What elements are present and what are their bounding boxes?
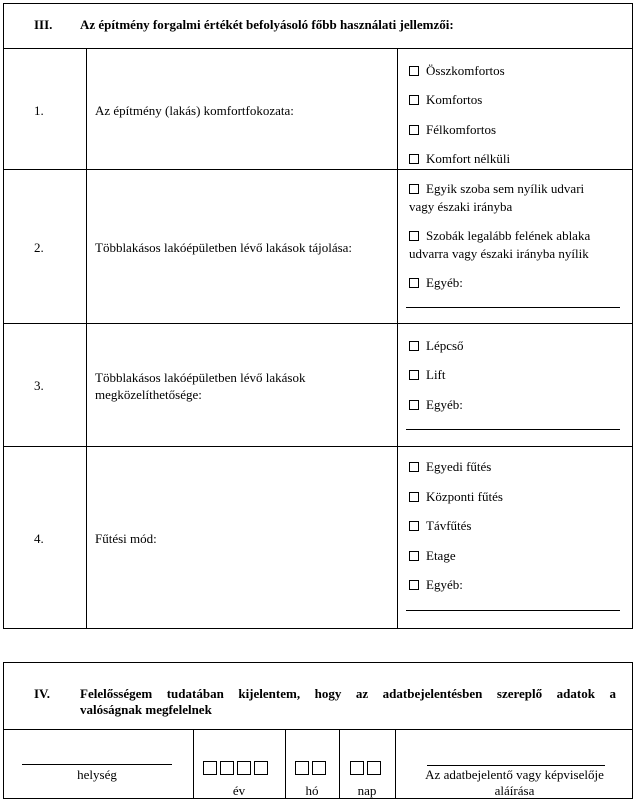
checkbox-icon[interactable]	[409, 400, 419, 410]
day-digit-box[interactable]	[350, 761, 364, 775]
option-etage[interactable]: Etage	[409, 547, 456, 564]
option-egyedi-futes[interactable]: Egyedi fűtés	[409, 458, 491, 475]
year-boxes	[203, 761, 271, 779]
signature-label-line1: Az adatbejelentő vagy képviselője	[425, 767, 604, 782]
option-egyeb-futes[interactable]: Egyéb:	[409, 576, 463, 593]
checkbox-icon[interactable]	[409, 580, 419, 590]
section-4-title-line1: Felelősségem tudatában kijelentem, hogy az adatbejelentésben szereplő adatok a	[80, 686, 616, 701]
section-3-header-divider	[3, 48, 633, 49]
checkbox-icon[interactable]	[409, 521, 419, 531]
row-3-number: 3.	[34, 378, 44, 393]
signature-label-line2: aláírása	[494, 783, 535, 798]
row-2-label: Többlakásos lakóépületben lévő lakások tájolása:	[95, 240, 353, 255]
column-divider-options	[397, 48, 398, 629]
egyeb-tajolas-fill-line[interactable]	[406, 307, 620, 308]
option-lepcso[interactable]: Lépcső	[409, 337, 464, 354]
checkbox-icon[interactable]	[409, 154, 419, 164]
checkbox-icon[interactable]	[409, 125, 419, 135]
option-szobak-legalabb-felenek[interactable]: Szobák legalább felének ablaka	[409, 227, 590, 244]
row-divider-2	[3, 323, 633, 324]
section-4-number: IV.	[34, 686, 51, 701]
row-3-label-line2: megközelíthetősége:	[95, 387, 202, 402]
day-label: nap	[357, 783, 377, 798]
checkbox-icon[interactable]	[409, 184, 419, 194]
section-4-header-divider	[3, 729, 633, 730]
option-felkomfortos[interactable]: Félkomfortos	[409, 121, 496, 138]
month-boxes	[295, 761, 329, 779]
row-1-label: Az építmény (lakás) komfortfokozata:	[95, 103, 294, 118]
row-3-label-line1: Többlakásos lakóépületben lévő lakások	[95, 370, 306, 385]
checkbox-icon[interactable]	[409, 370, 419, 380]
row-divider-1	[3, 169, 633, 170]
helyseg-label: helység	[77, 767, 117, 782]
option-komfortos[interactable]: Komfortos	[409, 91, 482, 108]
year-digit-box[interactable]	[220, 761, 234, 775]
day-boxes	[350, 761, 384, 779]
year-digit-box[interactable]	[254, 761, 268, 775]
option-egyeb-megkozelites[interactable]: Egyéb:	[409, 396, 463, 413]
checkbox-icon[interactable]	[409, 341, 419, 351]
option-lift[interactable]: Lift	[409, 366, 446, 383]
option-szobak-legalabb-felenek-line2: udvarra vagy északi irányba nyílik	[409, 246, 589, 261]
option-egyik-szoba-sem-line2: vagy északi irányba	[409, 199, 513, 214]
option-tavfutes[interactable]: Távfűtés	[409, 517, 471, 534]
option-kozponti-futes[interactable]: Központi fűtés	[409, 488, 503, 505]
row-4-number: 4.	[34, 531, 44, 546]
checkbox-icon[interactable]	[409, 462, 419, 472]
option-egyik-szoba-sem[interactable]: Egyik szoba sem nyílik udvari	[409, 180, 584, 197]
row-2-number: 2.	[34, 240, 44, 255]
row-divider-3	[3, 446, 633, 447]
checkbox-icon[interactable]	[409, 492, 419, 502]
row-1-number: 1.	[34, 103, 44, 118]
section-3-title: Az építmény forgalmi értékét befolyásoló főbb használati jellemzői:	[80, 17, 454, 32]
year-digit-box[interactable]	[203, 761, 217, 775]
checkbox-icon[interactable]	[409, 551, 419, 561]
checkbox-icon[interactable]	[409, 66, 419, 76]
egyeb-megkozelites-fill-line[interactable]	[406, 429, 620, 430]
year-digit-box[interactable]	[237, 761, 251, 775]
checkbox-icon[interactable]	[409, 231, 419, 241]
column-divider-number	[86, 48, 87, 629]
section-3-number: III.	[34, 17, 53, 32]
option-osszkomfortos[interactable]: Összkomfortos	[409, 62, 505, 79]
checkbox-icon[interactable]	[409, 278, 419, 288]
day-digit-box[interactable]	[367, 761, 381, 775]
egyeb-futes-fill-line[interactable]	[406, 610, 620, 611]
helyseg-fill-line[interactable]	[22, 764, 172, 765]
month-digit-box[interactable]	[312, 761, 326, 775]
section-4-title-line2: valóságnak megfelelnek	[80, 702, 212, 717]
option-egyeb-tajolas[interactable]: Egyéb:	[409, 274, 463, 291]
month-label: hó	[305, 783, 319, 798]
row-4-label: Fűtési mód:	[95, 531, 157, 546]
month-digit-box[interactable]	[295, 761, 309, 775]
option-komfort-nelkuli[interactable]: Komfort nélküli	[409, 150, 510, 167]
year-label: év	[232, 783, 246, 798]
checkbox-icon[interactable]	[409, 95, 419, 105]
